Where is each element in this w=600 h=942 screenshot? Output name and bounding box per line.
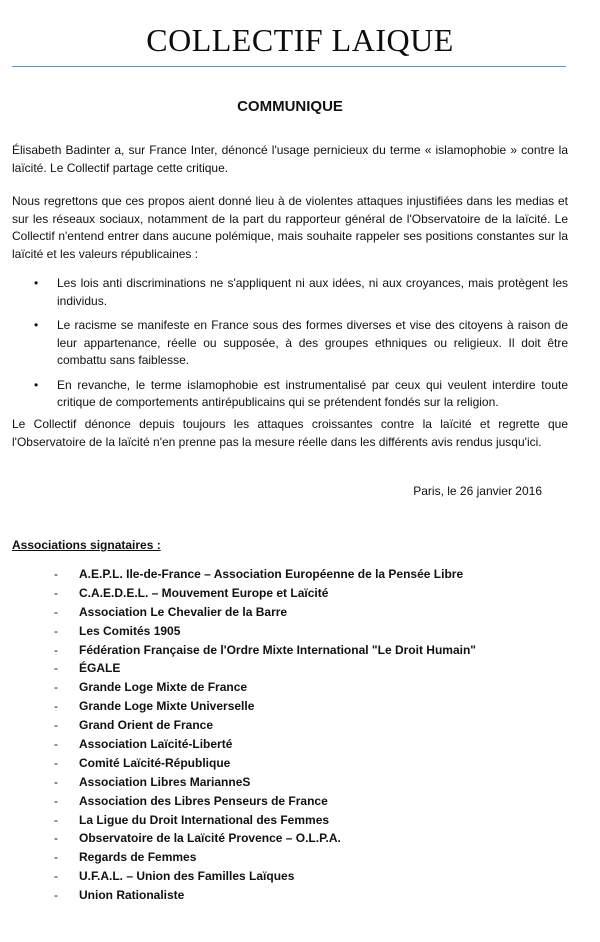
signatory-name: Union Rationaliste	[79, 888, 185, 903]
position-text: Le racisme se manifeste en France sous des formes diverses et vise des citoyens à raison de leur appartenance, réelle ou supposée, à des groupes ethniques ou religieux. Il doit être combattu sans faiblesse.	[57, 318, 568, 367]
dash-icon: -	[54, 737, 58, 752]
signatory-item	[12, 754, 572, 773]
signatory-name: C.A.E.D.E.L. – Mouvement Europe et Laïcité	[79, 585, 329, 600]
signatory-item	[12, 735, 572, 754]
signatory-item	[12, 829, 572, 848]
signatory-name: Les Comités 1905	[79, 623, 181, 638]
position-text: Les lois anti discriminations ne s'appliquent ni aux idées, ni aux croyances, mais protègent les individus.	[57, 276, 568, 308]
signatories-list	[12, 565, 572, 905]
positions-list	[12, 275, 568, 419]
signatory-name: Grande Loge Mixte de France	[79, 680, 248, 695]
dash-icon: -	[54, 623, 58, 638]
dash-icon: -	[54, 888, 58, 903]
dash-icon: -	[54, 793, 58, 808]
bullet-icon: •	[34, 318, 39, 332]
signatory-item	[12, 622, 572, 641]
dash-icon: -	[54, 812, 58, 827]
organization-title: COLLECTIF LAIQUE	[146, 22, 454, 58]
dash-icon: -	[54, 604, 58, 619]
dash-icon: -	[54, 755, 58, 770]
dash-icon: -	[54, 661, 58, 676]
dash-icon: -	[54, 774, 58, 789]
signatory-item	[12, 603, 572, 622]
paragraph-regret: Nous regrettons que ces propos aient donné lieu à de violentes attaques injustifiées dans les medias et sur les réseaux sociaux, notamment de la part du rapporteur général de l'Observatoire de la laïcité. Le Collectif n'entend entrer dans aucune polémique, mais souhaite rappeler ses positions constantes sur la laïcité et les valeurs républicaines :	[12, 194, 568, 261]
date-line: Paris, le 26 janvier 2016	[413, 484, 542, 498]
signatory-item	[12, 659, 572, 678]
dash-icon: -	[54, 642, 58, 657]
dash-icon: -	[54, 567, 58, 581]
dash-icon: -	[54, 585, 58, 600]
signatory-item	[12, 584, 572, 603]
signatory-name: Comité Laïcité-République	[79, 755, 231, 770]
signatory-name: Regards de Femmes	[79, 850, 197, 865]
header-rule	[12, 66, 566, 67]
dash-icon: -	[54, 699, 58, 714]
position-text: En revanche, le terme islamophobie est instrumentalisé par ceux qui veulent interdire toute critique de comportements antirépublicains qui se prétendent fondés sur la religion.	[57, 377, 568, 409]
signatory-name: Association des Libres Penseurs de France	[79, 793, 328, 808]
dash-icon: -	[54, 850, 58, 865]
signatory-name: Association Le Chevalier de la Barre	[79, 604, 288, 619]
position-item	[12, 377, 568, 412]
signatory-name: U.F.A.L. – Union des Familles Laïques	[79, 869, 295, 884]
signatory-name: Observatoire de la Laïcité Provence – O.L.P.A.	[79, 831, 341, 846]
position-item	[12, 317, 568, 370]
signatory-item	[12, 565, 572, 584]
signatory-item	[12, 792, 572, 811]
dash-icon: -	[54, 718, 58, 733]
signatory-item	[12, 848, 572, 867]
signatories-title: Associations signataires :	[12, 538, 161, 552]
dash-icon: -	[54, 831, 58, 846]
signatory-item	[12, 867, 572, 886]
signatory-item	[12, 697, 572, 716]
signatory-item	[12, 773, 572, 792]
paragraph-conclusion: Le Collectif dénonce depuis toujours les attaques croissantes contre la laïcité et regrette que l'Observatoire de la laïcité n'en prenne pas la mesure réelle dans les différents avis rendus jusqu'ici.	[12, 417, 568, 449]
dash-icon: -	[54, 680, 58, 695]
signatory-item	[12, 678, 572, 697]
signatory-name: ÉGALE	[79, 661, 121, 676]
signatory-name: Fédération Française de l'Ordre Mixte International "Le Droit Humain"	[79, 642, 476, 657]
signatory-item	[12, 641, 572, 660]
signatory-name: Association Laïcité-Liberté	[79, 737, 233, 752]
signatory-name: Grand Orient de France	[79, 718, 214, 733]
signatory-name: Association Libres MarianneS	[79, 774, 251, 789]
signatory-item	[12, 886, 572, 905]
communique-heading: COMMUNIQUE	[237, 98, 343, 115]
paragraph-intro: Élisabeth Badinter a, sur France Inter, dénoncé l'usage pernicieux du terme « islamophobie » contre la laïcité. Le Collectif partage cette critique.	[12, 143, 568, 175]
position-item	[12, 275, 568, 310]
signatory-item	[12, 716, 572, 735]
dash-icon: -	[54, 869, 58, 884]
signatory-item	[12, 811, 572, 830]
signatory-name: Grande Loge Mixte Universelle	[79, 699, 255, 714]
signatory-name: La Ligue du Droit International des Femmes	[79, 812, 330, 827]
bullet-icon: •	[34, 276, 39, 290]
signatory-name: A.E.P.L. Ile-de-France – Association Européenne de la Pensée Libre	[79, 567, 464, 581]
bullet-icon: •	[34, 377, 39, 392]
